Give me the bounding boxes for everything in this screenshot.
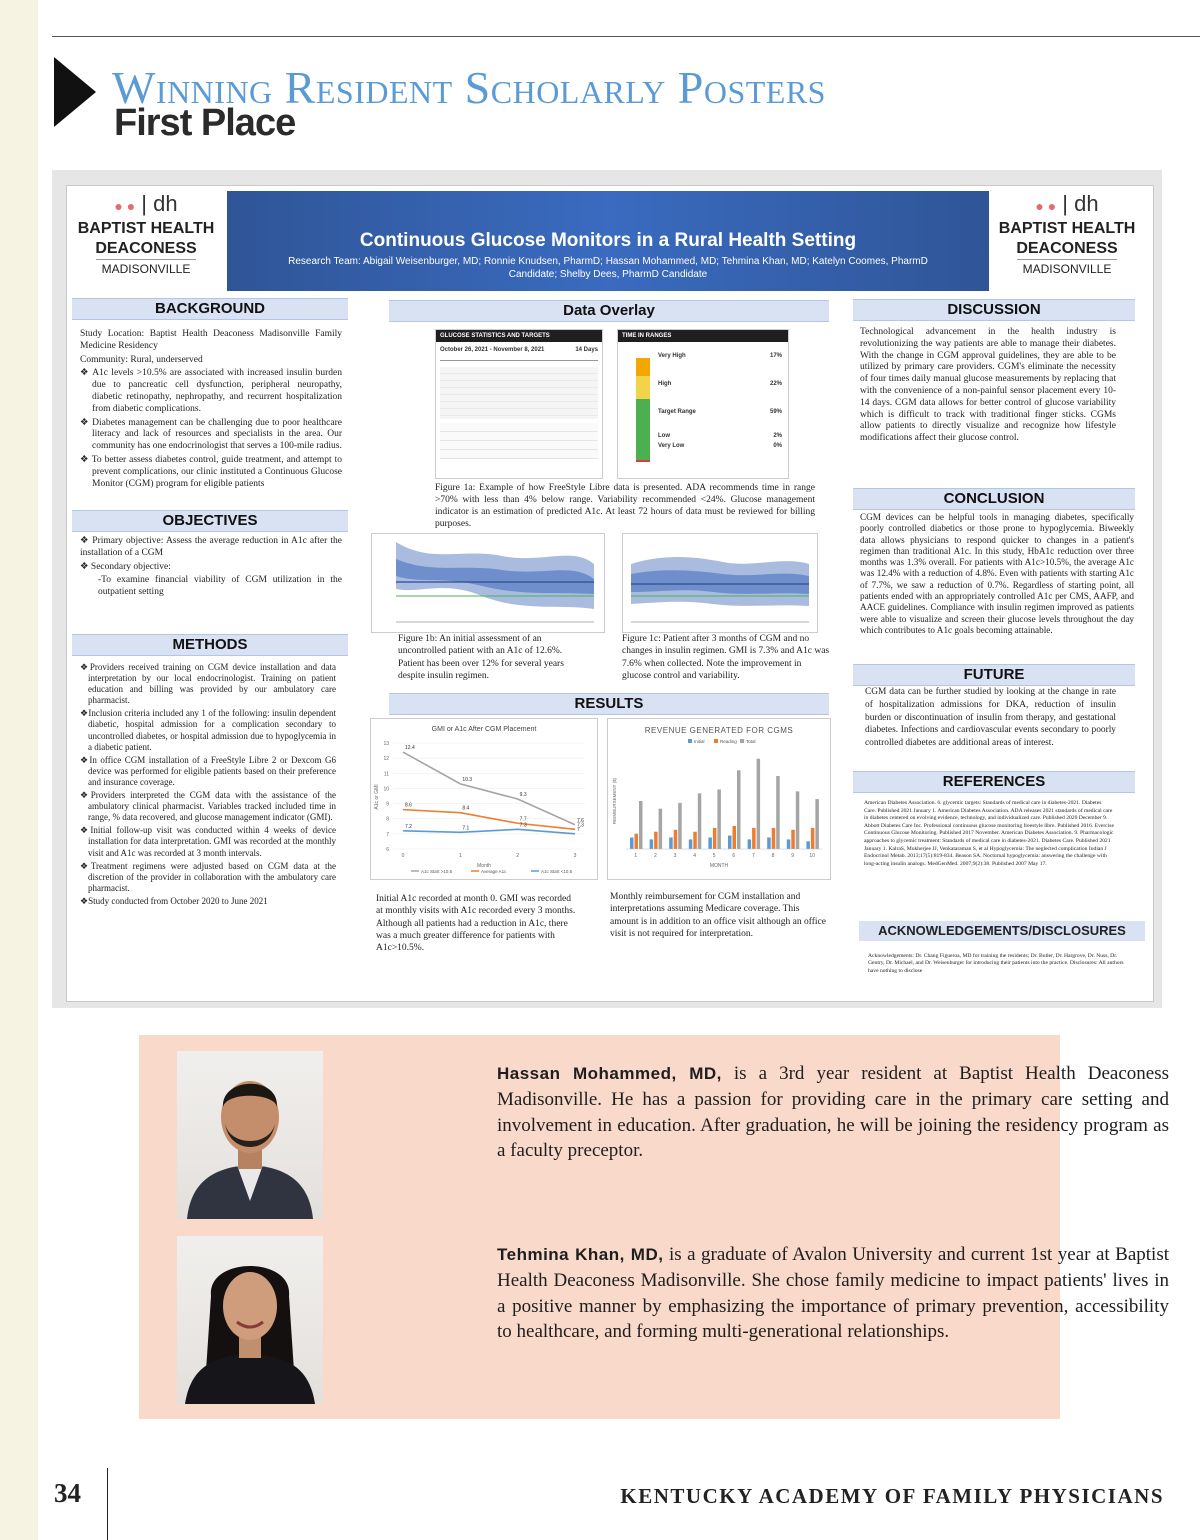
logo-line3: MADISONVILLE [96,259,197,278]
methods-item-text: In office CGM installation of a FreeStyle Libre 2 or Dexcom G6 device was performed for eligible patients based on their preference and insurance coverage. [88,754,336,787]
legend-label: A1c Start >10.5 [421,869,453,874]
bar [737,770,741,849]
range-value: 0% [773,443,782,449]
stats-divider [440,360,598,361]
range-label: Low [658,433,670,439]
x-tick-label: 9 [791,853,794,859]
footer-divider [107,1468,108,1540]
bar [806,841,810,849]
methods-item-text: Providers interpreted the CGM data with the assistance of the ambulatory clinical pharmacist. Variables tracked included time in range, % data recovered, and glucose management indicator (GMI). [88,790,336,823]
range-value: 2% [773,433,782,439]
bar [650,839,654,849]
bio-name: Hassan Mohammed, MD, [497,1064,722,1083]
bar [635,834,639,849]
stats-days: 14 Days [575,347,598,353]
poster-banner [227,191,989,291]
range-row [658,352,782,360]
background-bullet: ❖ A1c levels >10.5% are associated with increased insulin burden due to pancreatic cell dysfunction, peripheral neuropathy, diabetic retinopathy, nephropathy, and recurrent hospitalization from diabetic complications. [80,368,342,414]
bar [639,801,643,849]
stats-dates: October 26, 2021 - November 8, 2021 [440,347,545,353]
data-label: 7.3 [577,822,584,829]
logo-line2: DEACONESS [1016,240,1118,257]
range-row [658,408,782,416]
bar [796,791,800,849]
play-triangle-icon [54,57,96,127]
agp-chart-initial [371,533,605,633]
future-heading: FUTURE [853,664,1135,686]
x-tick-label: 7 [752,853,755,859]
bio-name: Tehmina Khan, MD, [497,1245,664,1264]
figure-1b-caption: Figure 1b: An initial assessment of an uncontrolled patient with an A1c of 12.6%. Patient has been over 12% for several years despite insulin regimen. [398,634,564,681]
background-heading: BACKGROUND [72,298,348,320]
bar [659,809,663,849]
tehmina-bio [497,1242,1169,1345]
results-caption-right: Monthly reimbursement for CGM installation and interpretations assuming Medicare coverage. This amount is in addition to an office visit although an office visit is not required for interpretation. [610,892,826,939]
hassan-photo [177,1051,323,1219]
logo-line2: DEACONESS [95,240,197,257]
left-margin-strip [0,0,38,1540]
methods-item: ❖Inclusion criteria included any 1 of the following: insulin dependent diabetic, hospital admission for a complication secondary to uncontrolled diabetes, or hospital admission due to hypoglycemia in a diabetic patient. [80,708,336,752]
range-value: 17% [769,353,782,359]
methods-item: ❖Providers received training on CGM device installation and data interpretation by our local endocrinologist. Training on patient education and billing was provided by our ambulatory care pharmacist. [80,662,337,706]
background-community: Community: Rural, underserved [80,354,203,365]
range-value: 22% [769,381,782,387]
stats-title: GLUCOSE STATISTICS AND TARGETS [436,330,602,342]
range-target-bar [636,399,650,460]
x-tick-label: 0 [401,853,405,859]
logo-right [992,191,1142,293]
range-low-bar [636,460,650,462]
face-shape [223,1272,277,1340]
time-in-ranges-panel [617,329,789,479]
references-heading: REFERENCES [853,771,1135,793]
figure-1a-caption: Figure 1a: Example of how FreeStyle Libre data is presented. ADA recommends time in range >70% with less than 4% below range. Variability recommended <24%. Glucose management indicator is an estimation of predicted A1c. At least 72 hours of data must be reviewed for billing purposes. [435,483,815,529]
revenue-bar-chart-svg [608,719,830,879]
legend-label: Total [746,739,756,744]
data-label: 7.7 [519,816,527,823]
y-tick-label: 7 [386,831,389,838]
references-text: American Diabetes Association. 6. glycemic targets: Standards of medical care in diabetes-2021. Diabetes Care. Published 2021 January 1. American Diabetes Association. ADA releases 2021 standards of medical care in diabetes centered on evolving evidence, technology, and individualized care. Published 2020 December 9. Abbott Diabetes Care Inc. Professional continuous glucose monitoring freestyle libre. Published 2016. Evercise Continuous Glucose Monitoring. Published 2017 November. American Diabetes Association. 9. Pharmacologic approaches to glycemic treatment: Standards of medical care in diabetes-2021. Diabetes Care. Published 2021 January 1. KalraS, Mukherjee JJ, Venkataraman S, et al Hypoglycemia: The neglected complication Indian J Endocrinol Metab. 2013;17(5):819-834. Beason SA. Nocturnal hypoglycemia: answering the challenge with long-acting insulin analogs. MedGenMed. 2007;9(2):38. Published 2007 May 17. [864,800,1114,867]
discussion-text: Technological advancement in the health industry is revolutionizing the way patients are able to manage their diabetes. With the change in CGM approval guidelines, they are able to be utilized by primary care providers. CGM's eliminate the necessity of four times daily manual glucose measurements by replacing that with the convenience of a non-painful sensor placement every 10-14 days. CGM data allows for better control of glucose variability which is difficult to track with traditional finger sticks. CGMs allow patients to directly visualize and recognize how lifestyle modifications affect their glucose control. [860,327,1116,444]
legend-label: Reading [720,739,737,744]
bar [791,830,795,849]
legend-swatch [714,739,718,743]
bio-panel [139,1035,1169,1419]
legend-label: Initial [694,739,705,744]
chart-title: REVENUE GENERATED FOR CGMS [644,726,794,735]
bio-body: is a graduate of Avalon University and current 1st year at Baptist Health Deaconess Madisonville. She chose family medicine to impact patients' lives in a positive manner by emphasizing the importance of primary prevention, accessibility to healthcare, and forming multi-generational relationships. [497,1244,1169,1343]
x-tick-label: 8 [771,853,775,859]
page-number: 34 [54,1478,81,1508]
methods-list [80,662,336,909]
discussion-heading: DISCUSSION [853,299,1135,321]
range-label: High [658,381,672,387]
ranges-labels [658,352,782,450]
methods-item: ❖Treatment regimens were adjusted based on CGM data at the discretion of the provider in collaboration with the ambulatory care pharmacist. [80,860,336,893]
x-tick-label: 10 [809,853,815,859]
conclusion-text: CGM devices can be helpful tools in managing diabetes, specifically poorly controlled diabetics or those prone to hypoglycemia. Biweekly data allows physicians to respond quicker to changes in a patient's regimen than traditional A1c. In this study, HbA1c reduction over three months was 1.3% overall. For patients with A1c>10.5%, the average A1c was 12.4% with a reduction of 4.8%. Even with patients with starting A1c of 7.7%, we saw a reduction of 0.7%. Regardless of starting point, all patients ended with an appropriately controlled A1c per CMS, AAFP, and AACE guidelines. Compliance with insulin regimen improved as patients were able to visualize and screen their glucose levels throughout the day which contributes to A1c goals becoming attainable. [860,512,1134,635]
tehmina-photo [177,1236,323,1404]
legend-swatch [688,739,692,743]
bar [717,789,721,849]
bar [693,832,697,849]
data-label: 7.2 [405,823,412,830]
top-divider [52,36,1200,37]
range-row [658,380,782,388]
bullet-text: To better assess diabetes control, guide treatment, and attempt to prevent complications, our clinic instituted a Continuous Glucose Monitor (CGM) program for eligible patients [91,454,342,489]
bar [752,828,756,849]
bar [708,837,712,849]
ranges-bar [636,358,650,462]
legend-label: Average A1c [481,869,507,874]
bar [787,839,791,849]
jacket-shape [185,1354,315,1404]
methods-item: ❖Initial follow-up visit was conducted within 4 weeks of device installation for data interpretation. GMI was recorded at the monthly visit and A1c was recorded at 3 month intervals. [80,825,336,858]
data-label: 12.4 [405,745,415,752]
bar [815,799,819,849]
objective-primary: ❖ Primary objective: Assess the average reduction in A1c after the installation of a CGM [80,536,342,558]
page-subtitle: First Place [114,102,296,144]
bar [674,830,678,849]
data-overlay-heading: Data Overlay [389,300,829,322]
bar [678,803,682,849]
revenue-bar-chart [607,718,831,880]
page-title: Winning Resident Scholarly Posters [112,62,826,113]
data-label: 10.3 [462,776,473,783]
x-tick-label: 4 [693,853,696,859]
x-axis-label: Month [477,863,491,869]
logo-mark-icon: ● ● | dh [1035,191,1099,216]
objective-text: Secondary objective: [90,561,171,572]
methods-item-text: Treatment regimens were adjusted based on CGM data at the discretion of the provider in collaboration with the ambulatory care pharmacist. [88,860,336,893]
y-tick-label: 11 [383,771,389,778]
results-heading: RESULTS [389,693,829,715]
methods-item-text: Providers received training on CGM device installation and data interpretation by our local endocrinologist. Training on patient education and billing was provided by our ambulatory care pharmacist. [88,662,337,706]
future-text: CGM data can be further studied by looking at the change in rate of hospitalization admissions for DKA, reduction of insulin burden or discontinuation of insulin from therapy, and gestational diabetes. Infections and cardiovascular events secondary to poorly controlled diabetes are additional areas of interest. [865,687,1116,749]
range-value: 59% [769,409,782,415]
y-tick-label: 8 [386,816,389,823]
x-axis-label: MONTH [709,863,729,869]
range-row [658,432,782,440]
logo-left [71,191,221,293]
agp-band-inner [631,570,809,594]
bar [689,839,693,849]
y-axis-label: REIMBURSEMENT ($) [612,777,617,825]
range-very-high-bar [636,358,650,376]
bar [698,793,702,849]
bar [748,839,752,849]
bar [654,832,658,849]
data-label: 9.3 [519,792,527,799]
figure-1c-caption: Figure 1c: Patient after 3 months of CGM and no changes in insulin regimen. GMI is 7.3% and A1c was 7.6% when collected. Note the improvement in glucose control and variability. [622,634,830,681]
methods-item: ❖Providers interpreted the CGM data with the assistance of the ambulatory clinical pharmacist. Variables tracked included time in range, % data recovered, and glucose management indicator (GMI). [80,790,336,823]
agp-chart-after [622,533,818,633]
data-label: 8.6 [405,802,412,809]
x-tick-label: 2 [516,853,520,859]
range-high-bar [636,376,650,399]
results-caption-left: Initial A1c recorded at month 0. GMI was recorded at monthly visits with A1c recorded every 3 months. Although all patients had a reduction in A1c, there was a much greater difference for patients with A1c>10.5%. [376,894,576,954]
range-label: Very High [658,353,686,359]
methods-item: ❖Study conducted from October 2020 to June 2021 [80,895,268,906]
methods-item-text: Inclusion criteria included any 1 of the following: insulin dependent diabetic, hospital admission for a complication secondary to uncontrolled diabetes, or hospital admission due to hypoglycemia in a diabetic patient. [88,708,336,752]
series-line [403,829,575,834]
y-tick-label: 13 [383,741,389,747]
objective-secondary: ❖ Secondary objective: [80,561,171,572]
glucose-stats-panel [435,329,603,479]
a1c-line-chart-svg [371,719,597,879]
data-label: 8.4 [462,805,470,812]
data-label: 7.6 [577,817,584,824]
conclusion-heading: CONCLUSION [853,488,1135,510]
poster-title: Continuous Glucose Monitors in a Rural Health Setting [359,230,857,251]
background-text [80,329,342,492]
person-photo-icon [177,1051,323,1219]
bar [630,837,634,849]
x-tick-label: 3 [673,853,677,859]
data-label: 7 [577,826,580,833]
methods-item-text: Study conducted from October 2020 to June 2021 [88,895,268,906]
bullet-text: Diabetes management can be challenging due to poor healthcare literacy and lack of resources and specialists in the area. Our community has one endocrinologist that serves a 100-mile radius. [92,417,342,452]
bar [669,837,673,849]
research-team: Research Team: Abigail Weisenburger, MD; Ronnie Knudsen, PharmD; Hassan Mohammed, MD; Tehmina Khan, MD; Katelyn Coomes, PharmD Candidate; Shelby Dees, PharmD Candidate [288,256,928,280]
legend-swatch [740,739,744,743]
objectives-text [80,536,342,601]
logo-mark-icon: ● ● | dh [114,191,178,216]
x-tick-label: 3 [573,853,577,859]
bar [776,776,780,849]
y-axis-label: A1c or GMI [374,784,380,810]
methods-item: ❖In office CGM installation of a FreeStyle Libre 2 or Dexcom G6 device was performed for eligible patients based on their preference and insurance coverage. [80,754,336,787]
ranges-title: TIME IN RANGES [618,330,788,342]
x-tick-label: 6 [732,853,736,859]
y-tick-label: 12 [383,756,389,763]
agp-initial-svg [372,534,604,632]
data-label: 7.3 [519,822,527,829]
background-bullet: ❖ To better assess diabetes control, guide treatment, and attempt to prevent complications, our clinic instituted a Continuous Glucose Monitor (CGM) program for eligible patients [80,454,342,489]
poster [66,185,1154,1002]
chart-title: GMI or A1c After CGM Placement [431,726,537,733]
x-tick-label: 1 [458,853,462,859]
objectives-heading: OBJECTIVES [72,510,348,532]
background-location: Study Location: Baptist Health Deaconess Madisonville Family Medicine Residency [80,329,342,351]
acknowledgements-heading: ACKNOWLEDGEMENTS/DISCLOSURES [859,921,1145,941]
bar [733,826,737,849]
footer-organization: KENTUCKY ACADEMY OF FAMILY PHYSICIANS [620,1484,1164,1508]
bar [713,828,717,849]
bar [772,828,776,849]
background-bullet: ❖ Diabetes management can be challenging due to poor healthcare literacy and lack of resources and specialists in the area. Our community has one endocrinologist that serves a 100-mile radius. [80,417,342,452]
methods-item-text: Initial follow-up visit was conducted within 4 weeks of device installation for data interpretation. GMI was recorded at the monthly visit and A1c was recorded at 3 month intervals. [88,825,336,858]
a1c-line-chart [370,718,598,880]
stats-date-row [436,342,602,354]
range-row [658,442,782,450]
bullet-text: A1c levels >10.5% are associated with increased insulin burden due to pancreatic cell dysfunction, peripheral neuropathy, diabetic retinopathy, nephropathy, and recurrent hospitalization from diabetic complications. [92,368,342,414]
stats-summary [440,423,598,459]
bar [811,828,815,849]
acknowledgements-text: Acknowledgements: Dr. Chang Figueroa, MD for training the residents; Dr. Butler, Dr. Hargrove, Dr. Nuss, Dr. Gentry, Dr. Michael, and Dr. Weisenburger for introducing their patients into the practice. Disclosures: All authors have nothing to disclose [868,953,1124,974]
objective-text: Primary objective: Assess the average reduction in A1c after the installation of a CGM [80,536,342,558]
legend-label: A1c Start <10.5 [541,869,573,874]
y-tick-label: 9 [386,801,389,808]
stats-table [440,367,598,419]
range-label: Target Range [658,409,696,415]
person-photo-icon [177,1236,323,1404]
logo-line1: BAPTIST HEALTH [77,220,215,237]
methods-heading: METHODS [72,634,348,656]
logo-line1: BAPTIST HEALTH [998,220,1136,237]
bar [757,759,761,849]
x-tick-label: 5 [712,853,716,859]
bar [767,837,771,849]
bar [728,836,732,849]
x-tick-label: 2 [654,853,657,859]
bio-body: is a 3rd year resident at Baptist Health Deaconess Madisonville. He has a passion for providing care in the primary care setting and involvement in education. After graduation, he will be joining the residency program as a faculty preceptor. [497,1063,1169,1162]
hassan-bio [497,1061,1169,1164]
y-tick-label: 6 [386,847,389,853]
agp-after-svg [623,534,817,632]
x-tick-label: 1 [634,853,638,859]
objective-financial: -To examine financial viability of CGM utilization in the outpatient setting [98,575,342,598]
y-tick-label: 10 [383,786,389,793]
range-label: Very Low [658,443,685,449]
logo-line3: MADISONVILLE [1017,259,1118,278]
data-label: 7.1 [462,825,470,832]
